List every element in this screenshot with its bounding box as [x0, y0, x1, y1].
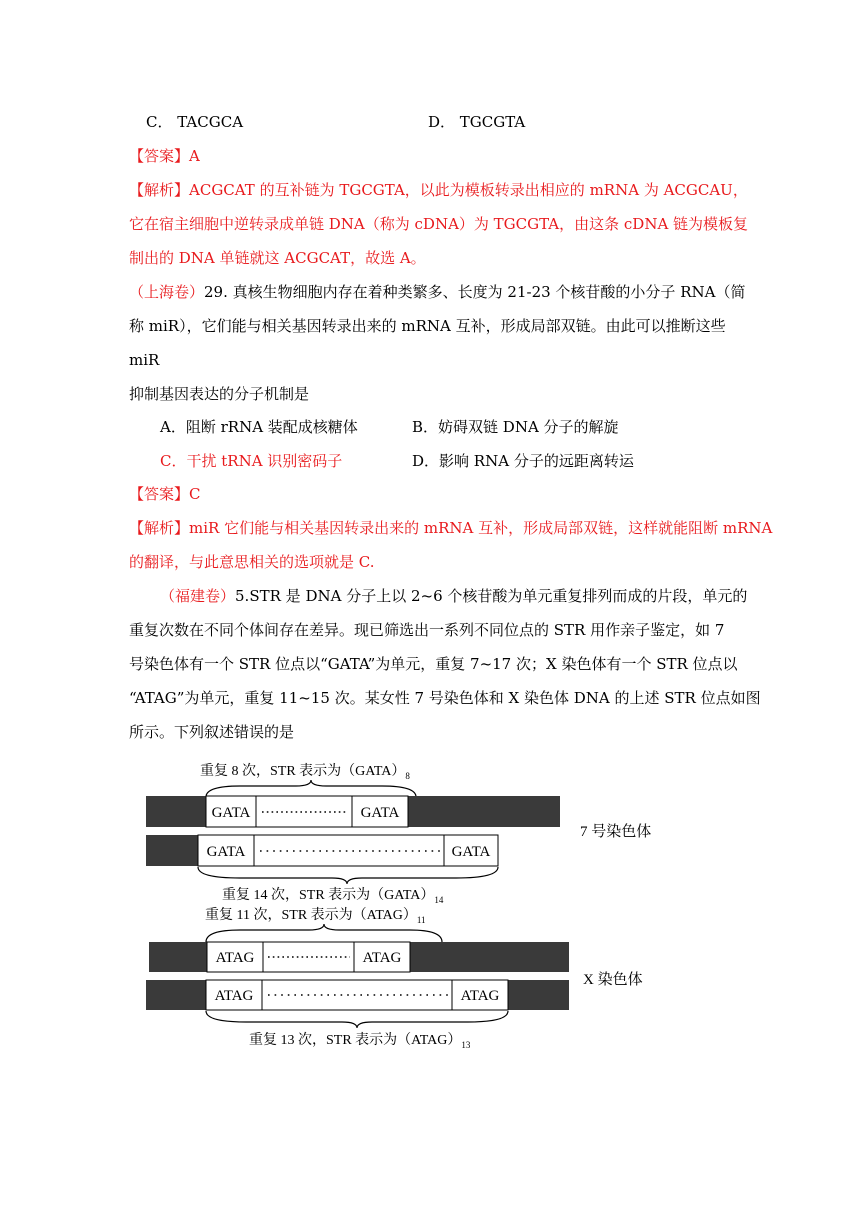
chrX-top-unit-right-label: ATAG: [362, 950, 402, 966]
analysis-label: 【解析】: [129, 181, 190, 199]
q5-source: （福建卷）: [160, 587, 236, 605]
chrX-bottom-gap: [262, 980, 452, 1010]
q29-option-c: C．干扰 tRNA 识别密码子: [160, 452, 343, 470]
q29-option-b: B．妨碍双链 DNA 分子的解旋: [412, 418, 619, 436]
option-d: D． TGCGTA: [428, 113, 526, 131]
option-c: C． TACGCA: [146, 113, 244, 131]
q5-stem-line-5: 所示。下列叙述错误的是: [129, 723, 295, 741]
analysis-text: ACGCAT 的互补链为 TGCGTA，以此为模板转录出相应的 mRNA 为 ACGCAU，: [189, 181, 748, 199]
chr7-bottom-brace: [198, 867, 498, 884]
chr7-bottom-label: 重复 14 次，STR 表示为$(GATA)_{14}$: [222, 888, 444, 905]
q29-stem-line-3: miR: [129, 351, 160, 369]
chrX-bottom-brace: [206, 1011, 508, 1028]
chrX-bottom-label: 重复 13 次，STR 表示为$(ATAG)_{13}$: [249, 1033, 471, 1050]
q29-option-d: D．影响 RNA 分子的远距离转运: [412, 452, 634, 470]
q5-stem-line-4: “ATAG”为单元，重复 11~15 次。某女性 7 号染色体和 X 染色体 DNA 的上述 STR 位点如图: [129, 689, 761, 707]
analysis-line-2: 它在宿主细胞中逆转录成单链 DNA（称为 cDNA）为 TGCGTA，由这条 cDNA 链为模板复: [129, 215, 749, 233]
q29-stem-line-4: 抑制基因表达的分子机制是: [129, 385, 310, 403]
chr7-bottom-unit-left-label: GATA: [206, 844, 246, 860]
chr7-top-gap: [256, 796, 352, 827]
chr7-name: 7 号染色体: [580, 824, 652, 840]
q29-source: （上海卷）: [129, 283, 205, 301]
chrX-name: X 染色体: [583, 972, 643, 988]
chr7-top-unit-right-label: GATA: [360, 805, 400, 821]
q5-stem-text: 5.STR 是 DNA 分子上以 2~6 个核苷酸为单元重复排列而成的片段，单元的: [235, 587, 748, 605]
chr7-top-unit-left-label: GATA: [211, 805, 251, 821]
analysis-line-3: 制出的 DNA 单链就这 ACGCAT，故选 A。: [129, 249, 426, 267]
q29-analysis-line-2: 的翻译，与此意思相关的选项就是 C.: [129, 553, 375, 571]
chr7-top-brace: [206, 780, 416, 797]
answer-value: A: [189, 147, 200, 165]
q29-stem-text: 29. 真核生物细胞内存在着种类繁多、长度为 21-23 个核苷酸的小分子 RNA（简: [204, 283, 746, 301]
chr7-bottom-unit-right-label: GATA: [451, 844, 491, 860]
chr7-bottom-gap: [254, 835, 444, 866]
q29-option-a: A．阻断 rRNA 装配成核糖体: [160, 418, 358, 436]
chrX-top-unit-left-label: ATAG: [215, 950, 255, 966]
q5-stem-line-3: 号染色体有一个 STR 位点以“GATA”为单元，重复 7~17 次；X 染色体有一个 STR 位点以: [129, 655, 738, 673]
answer-label: 【答案】: [129, 147, 190, 165]
chrX-top-brace: [206, 924, 442, 942]
chrX-top-label: 重复 11 次，STR 表示为$(ATAG)_{11}$: [205, 908, 426, 925]
chrX-bottom-unit-right-label: ATAG: [460, 988, 500, 1004]
q29-stem-line-2: 称 miR），它们能与相关基因转录出来的 mRNA 互补，形成局部双链。由此可以推断这些: [129, 317, 726, 335]
q29-answer-value: C: [189, 485, 201, 503]
q5-stem-line-2: 重复次数在不同个体间存在差异。现已筛选出一系列不同位点的 STR 用作亲子鉴定，如 7: [129, 621, 725, 639]
chrX-bottom-unit-left-label: ATAG: [214, 988, 254, 1004]
q29-answer-label: 【答案】: [129, 485, 190, 503]
q29-analysis-text: miR 它们能与相关基因转录出来的 mRNA 互补，形成局部双链，这样就能阻断 mRNA: [189, 519, 773, 537]
q29-analysis-label: 【解析】: [129, 519, 190, 537]
chr7-top-label: 重复 8 次，STR 表示为$(GATA)_8$: [200, 764, 410, 781]
